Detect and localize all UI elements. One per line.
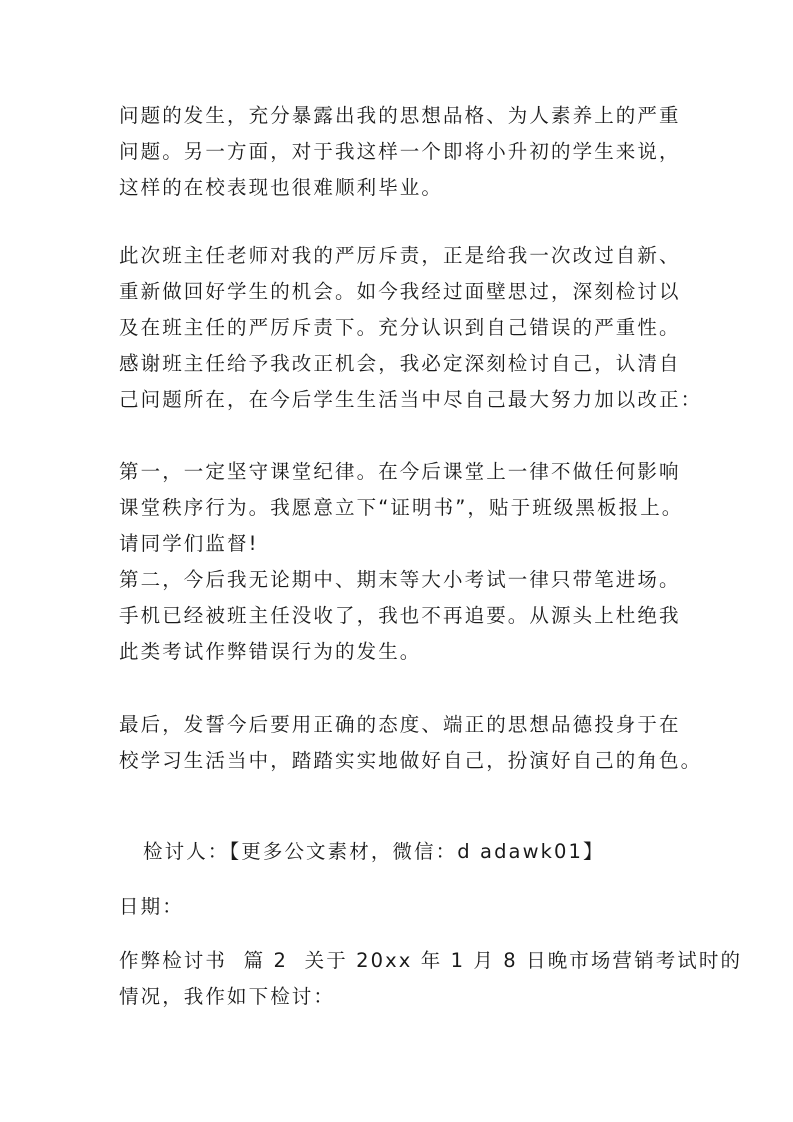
text-line: 此次班主任老师对我的严厉斥责，正是给我一次改过自新、 xyxy=(119,244,681,267)
paragraph-2 xyxy=(119,238,703,418)
text-line: 请同学们监督! xyxy=(119,532,259,555)
text-line: 课堂秩序行为。我愿意立下“证明书”，贴于班级黑板报上。 xyxy=(119,496,684,519)
paragraph-3 xyxy=(119,454,699,562)
signature-line: 检讨人：【更多公文素材，微信：d adawk01】 xyxy=(143,840,605,863)
text-line: 此类考试作弊错误行为的发生。 xyxy=(119,640,422,663)
signature-block xyxy=(119,834,699,870)
text-line: 问题。另一方面，对于我这样一个即将小升初的学生来说， xyxy=(119,140,681,163)
next-section-heading xyxy=(119,943,743,1015)
text-line: 重新做回好学生的机会。如今我经过面壁思过，深刻检讨以 xyxy=(119,280,681,303)
paragraph-4 xyxy=(119,562,699,670)
paragraph-1 xyxy=(119,98,699,206)
text-line: 及在班主任的严厉斥责下。充分认识到自己错误的严重性。 xyxy=(119,316,681,339)
date-block xyxy=(119,889,699,925)
text-line: 作弊检讨书 篇 2 关于 20xx 年 1 月 8 日晚市场营销考试时的 xyxy=(119,949,743,972)
text-line: 第二，今后我无论期中、期末等大小考试一律只带笔进场。 xyxy=(119,568,681,591)
text-line: 最后，发誓今后要用正确的态度、端正的思想品德投身于在 xyxy=(119,713,681,736)
text-line: 己问题所在，在今后学生生活当中尽自己最大努力加以改正： xyxy=(119,388,703,411)
paragraph-5 xyxy=(119,707,703,779)
text-line: 第一，一定坚守课堂纪律。在今后课堂上一律不做任何影响 xyxy=(119,460,681,483)
date-label: 日期： xyxy=(119,895,184,918)
text-line: 手机已经被班主任没收了，我也不再追要。从源头上杜绝我 xyxy=(119,604,681,627)
text-line: 情况，我作如下检讨： xyxy=(119,985,336,1008)
text-line: 校学习生活当中，踏踏实实地做好自己，扮演好自己的角色。 xyxy=(119,749,703,772)
text-line: 这样的在校表现也很难顺利毕业。 xyxy=(119,176,444,199)
text-line: 感谢班主任给予我改正机会，我必定深刻检讨自己，认清自 xyxy=(119,352,681,375)
text-line: 问题的发生，充分暴露出我的思想品格、为人素养上的严重 xyxy=(119,104,681,127)
